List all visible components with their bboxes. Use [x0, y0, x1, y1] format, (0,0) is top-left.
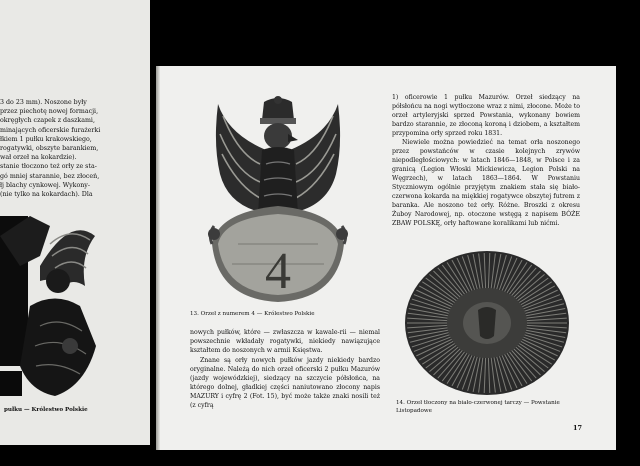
text-line: łkiem 1 pułku krakowskiego,	[0, 135, 92, 143]
paragraph: 1) oficerowie 1 pułku Mazurów. Orzeł siedzący na półsłońcu na nogi wytłoczone wraz z nimi, złocone. Może to orzeł artyleryjski sprzed Powstania, wykonany bowiem bardzo starannie, ze złoconą koroną i dziobem, a kształtem przypomina orły sprzed roku 1831.	[392, 94, 580, 137]
text-line: (nie tylko na kokardach). Dla	[0, 191, 93, 199]
text-line: przez piechotę nowej formacji,	[0, 108, 99, 116]
text-line: stanie tłoczono też orły ze sta-	[0, 163, 97, 171]
left-figure-caption	[4, 407, 144, 415]
text-line: rogatywki, obszyte barankiem,	[0, 145, 99, 153]
rosette-cockade-illustration	[400, 248, 575, 398]
paragraph: Niewiele można powiedzieć na temat orła noszonego przez powstańców w czasie kolejnych zrywów niepodległościowych: w latach 1846—1848, w Polsce i za granicą (Legion Włoski Mickiewicza, Legion Polski na Węgrzech), w latach 1863—1864. W Powstaniu Styczniowym ogólnie przyjętym znakiem stała się biało-czerwona kokarda na miękkiej rogatywce obszytej futrem z baranka. Ale noszono też orły. Różne. Broszki z okresu Żuboy Narodowej, np. otoczone wstęgą z napisem BÓŻE ZBAW POLSKĘ, orły haftowane koralikami lub nićmi.	[392, 139, 580, 227]
right-page	[156, 66, 616, 450]
badge-numeral: 4	[265, 243, 291, 300]
text-line: 3 do 23 mm). Noszone były	[0, 99, 87, 106]
paragraph: nowych pułków, które — zwłaszcza w kawale-rii — niemal powszechnie wkładały rogatywki, niekiedy nawiązujące kształtem do noszonych w armii Księstwa.	[190, 329, 380, 354]
figure-13-caption: 13. Orzeł z numerem 4 — Królestwo Polskie	[190, 311, 315, 317]
text-line: minających oficerskie furażerki	[0, 126, 101, 134]
figure-14-caption: 14. Orzeł tłoczony na biało-czerwonej tarczy — Powstanie Listopadowe	[396, 400, 560, 414]
eagle-badge-number-4-illustration	[198, 94, 358, 306]
text-line: łj blachy cynkowej. Wykony-	[0, 181, 90, 189]
eagle-badge-illustration-left	[0, 196, 110, 404]
middle-column-text	[190, 328, 380, 411]
page-number: 17	[573, 424, 583, 432]
text-line: gó mniej starannie, bez złoceń,	[0, 172, 100, 180]
paragraph: Znane są orły nowych pułków jazdy niekiedy bardzo oryginalne. Należą do nich orzeł oficerski 2 pułku Mazurów (jazdy wojewódzkiej), siedzący na szczycie półsłońca, na którego dolnej, gładkiej części naniutowano złocony napis MAZURY i cyfrę 2 (Fot. 15), być może także znaki nosili też (z cyfrą	[190, 357, 380, 409]
left-page-text	[0, 98, 148, 199]
caption-text: pułku — Królestwo Polskie	[4, 407, 88, 413]
text-line: wał orzeł na kokardzie).	[0, 154, 77, 162]
text-line: okręgłych czapek z daszkami,	[0, 117, 95, 125]
right-column-text	[392, 93, 580, 228]
left-page	[0, 0, 150, 445]
page-gutter-shadow	[156, 66, 160, 450]
